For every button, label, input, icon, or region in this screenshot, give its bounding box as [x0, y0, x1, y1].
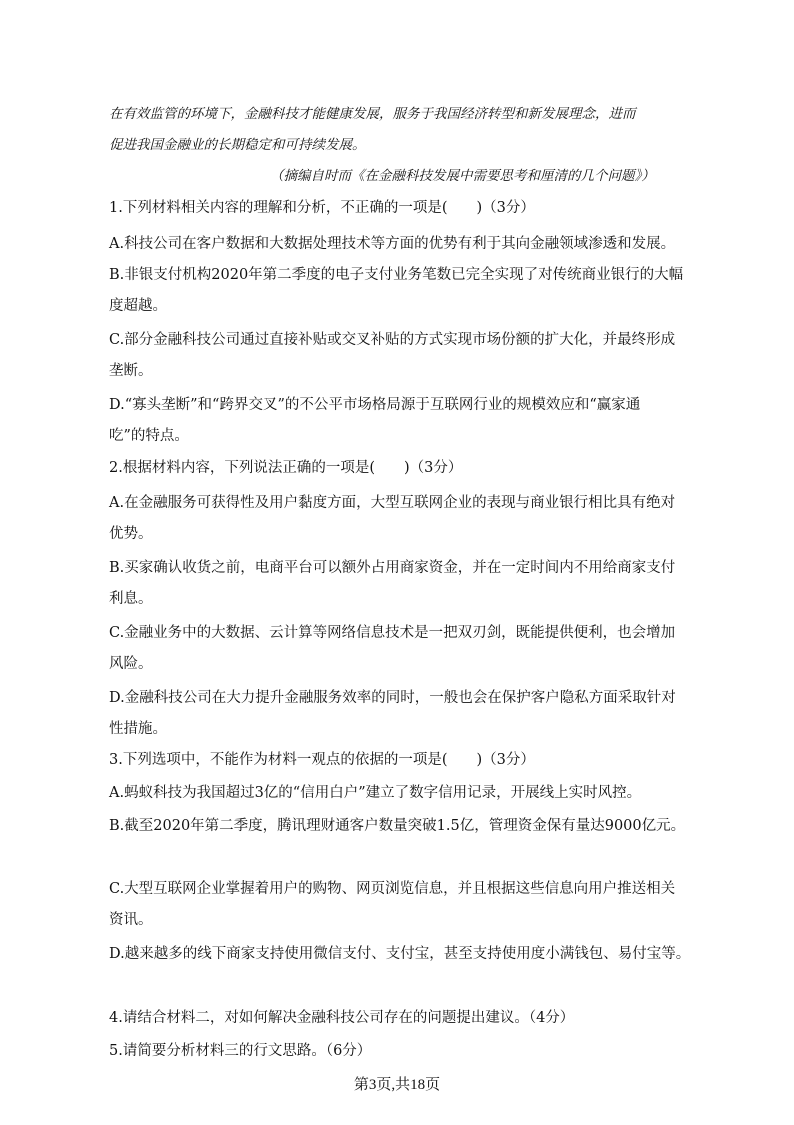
question-2-option-b: B.买家确认收货之前，电商平台可以额外占用商家资金，并在一定时间内不用给商家支付: [109, 560, 676, 576]
question-2-option-d-cont: 性措施。: [109, 721, 167, 737]
source-citation: （摘编自时而《在金融科技发展中需要思考和厘清的几个问题》）: [270, 168, 655, 184]
question-1-option-b-cont: 度超越。: [109, 298, 167, 314]
question-4: 4.请结合材料二，对如何解决金融科技公司存在的问题提出建议。（4分）: [109, 1010, 575, 1026]
question-1-option-c-cont: 垄断。: [109, 363, 153, 379]
question-1-option-a: A.科技公司在客户数据和大数据处理技术等方面的优势有利于其向金融领域渗透和发展。: [109, 236, 676, 252]
question-1-option-d-cont: 吃”的特点。: [109, 428, 189, 444]
question-3-option-a: A.蚂蚁科技为我国超过3亿的“信用白户”建立了数字信用记录，开展线上实时风控。: [109, 785, 642, 801]
question-2-option-a-cont: 优势。: [109, 526, 153, 542]
question-2-option-a: A.在金融服务可获得性及用户黏度方面，大型互联网企业的表现与商业银行相比具有绝对: [109, 495, 676, 511]
question-3-stem: 3.下列选项中，不能作为材料一观点的依据的一项是( )（3分）: [109, 752, 535, 768]
page-number: 第3页,共18页: [353, 1077, 441, 1093]
question-1-stem: 1.下列材料相关内容的理解和分析，不正确的一项是( )（3分）: [109, 200, 535, 216]
question-1-option-b: B.非银支付机构2020年第二季度的电子支付业务笔数已完全实现了对传统商业银行的大幅: [109, 267, 684, 283]
intro-line-2: 促进我国金融业的长期稳定和可持续发展。: [109, 137, 366, 153]
question-2-option-c: C.金融业务中的大数据、云计算等网络信息技术是一把双刃剑，既能提供便利，也会增加: [109, 625, 676, 641]
question-2-stem: 2.根据材料内容，下列说法正确的一项是( )（3分）: [109, 460, 463, 476]
question-1-option-d: D.“寡头垄断”和“跨界交叉”的不公平市场格局源于互联网行业的规模效应和“赢家通: [109, 397, 641, 413]
question-5: 5.请简要分析材料三的行文思路。（6分）: [109, 1043, 372, 1059]
intro-line-1: 在有效监管的环境下，金融科技才能健康发展，服务于我国经济转型和新发展理念，进而: [109, 106, 636, 122]
question-2-option-b-cont: 利息。: [109, 591, 153, 607]
question-2-option-c-cont: 风险。: [109, 656, 153, 672]
question-2-option-d: D.金融科技公司在大力提升金融服务效率的同时，一般也会在保护客户隐私方面采取针对: [109, 690, 676, 706]
question-3-option-c-cont: 资讯。: [109, 912, 153, 928]
question-3-option-c: C.大型互联网企业掌握着用户的购物、网页浏览信息，并且根据这些信息向用户推送相关: [109, 881, 676, 897]
question-3-option-d: D.越来越多的线下商家支持使用微信支付、支付宝，甚至支持使用度小满钱包、易付宝等。: [109, 946, 691, 962]
question-3-option-b: B.截至2020年第二季度，腾讯理财通客户数量突破1.5亿，管理资金保有量达9000亿元。: [109, 818, 686, 834]
question-1-option-c: C.部分金融科技公司通过直接补贴或交叉补贴的方式实现市场份额的扩大化，并最终形成: [109, 332, 676, 348]
